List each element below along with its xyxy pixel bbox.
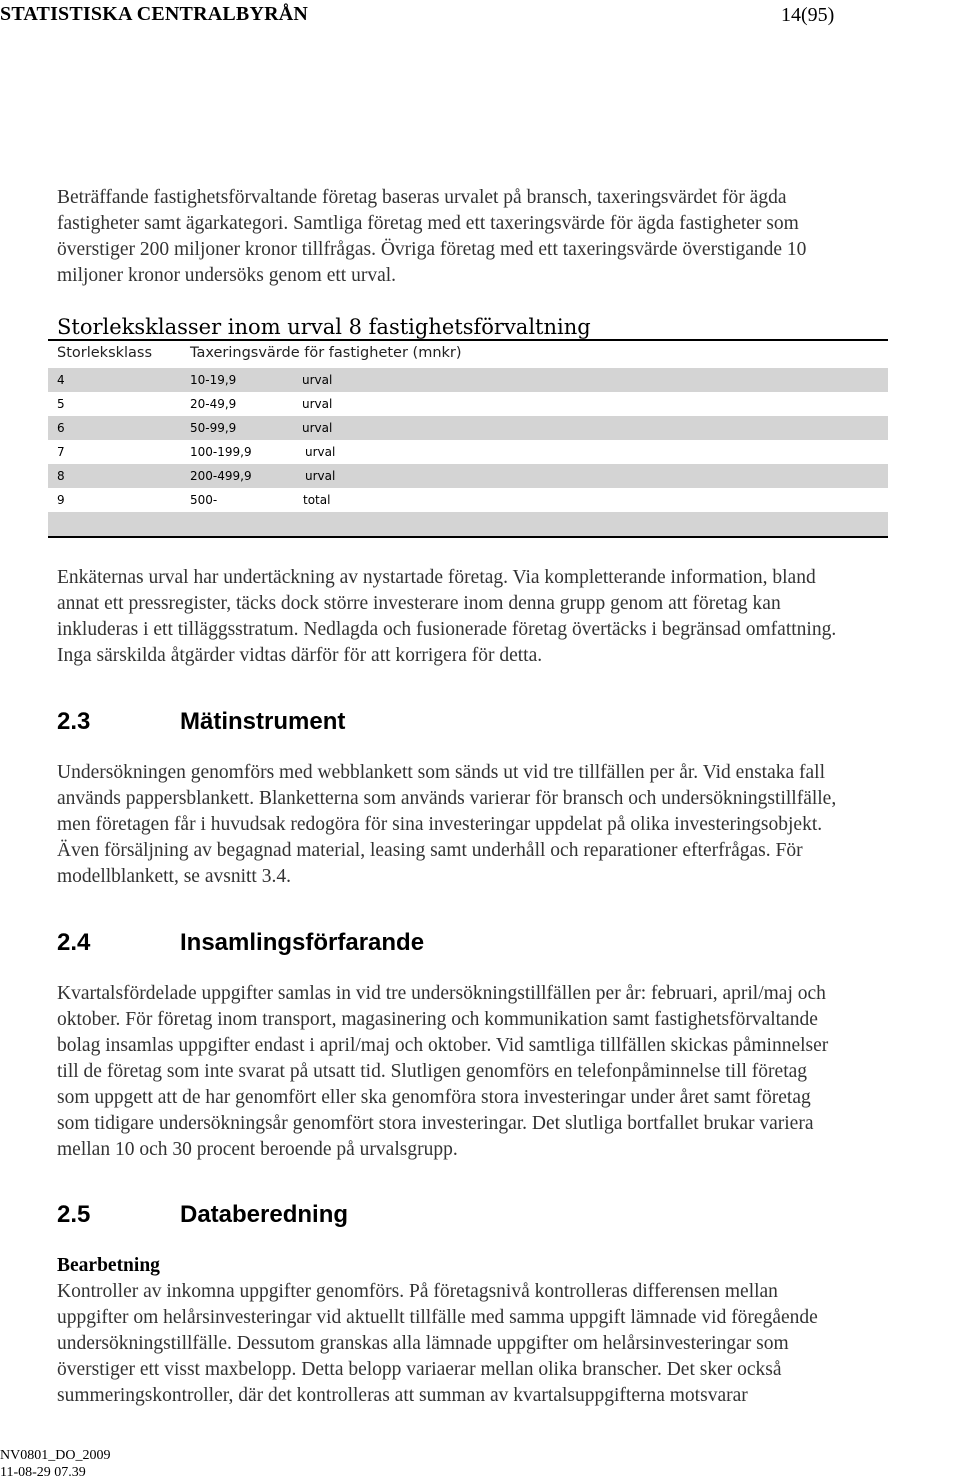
cell-type: total: [303, 493, 331, 507]
paragraph-line: Undersökningen genomförs med webblankett som sänds ut vid tre tillfällen per år. Vid enstaka fall: [57, 762, 825, 783]
cell-range: 10-19,9: [190, 373, 237, 387]
section-title: Databeredning: [180, 1201, 349, 1228]
paragraph-line: men företagen får i huvudsak redogöra för sina investeringar uppdelat på olika investeringsobjekt.: [57, 814, 823, 835]
cell-class: 8: [57, 469, 65, 483]
paragraph-line: överstiger 200 miljoner kronor tillfrågas. Övriga företag med ett taxeringsvärde överstigande 10: [57, 239, 807, 260]
paragraph-line: till de företag som inte svarat på utsatt tid. Slutligen genomförs en telefonpåminnelse till företag: [57, 1061, 808, 1082]
cell-class: 6: [57, 421, 65, 435]
paragraph-line: som tidigare undersökningsår genomfört stora investeringar. Det slutliga bortfallet brukar variera: [57, 1113, 814, 1134]
cell-class: 5: [57, 397, 65, 411]
table-row-empty: [48, 512, 888, 536]
table-bottom-rule: [48, 536, 888, 538]
cell-type: urval: [302, 373, 333, 387]
table-row: [48, 368, 888, 392]
paragraph-line: annat ett pressregister, täcks dock större investerare inom denna grupp genom att företag kan: [57, 593, 781, 614]
cell-range: 500-: [190, 493, 218, 507]
paragraph-line: används pappersblankett. Blanketterna som används varierar för bransch och undersökningstillfälle,: [57, 788, 837, 809]
paragraph-line: uppgifter om helårsinvesteringar vid aktuellt tillfälle med samma uppgift lämnade vid föregående: [57, 1307, 818, 1328]
section-number: 2.3: [57, 708, 91, 735]
table-title: Storleksklasser inom urval 8 fastighetsförvaltning: [57, 315, 591, 339]
paragraph-line: Inga särskilda åtgärder vidtas därför för att korrigera för detta.: [57, 645, 543, 666]
paragraph-line: Kontroller av inkomna uppgifter genomförs. På företagsnivå kontrolleras differensen mellan: [57, 1281, 778, 1302]
cell-range: 200-499,9: [190, 469, 252, 483]
table-row: [48, 392, 888, 416]
paragraph-line: Beträffande fastighetsförvaltande företag baseras urvalet på bransch, taxeringsvärdet för ägda: [57, 187, 787, 208]
paragraph-line: undersökningstillfälle. Dessutom granskas alla lämnade uppgifter om helårsinvesteringar som: [57, 1333, 789, 1354]
section-number: 2.4: [57, 929, 91, 956]
paragraph-line: som uppgett att de har genomfört eller ska genomföra stora investeringar under året samt företag: [57, 1087, 811, 1108]
paragraph-line: bolag insamlas uppgifter endast i april/maj och oktober. Vid samtliga tillfällen skickas påminnelser: [57, 1035, 829, 1056]
page-number: 14(95): [781, 4, 835, 26]
paragraph-line: mellan 10 och 30 procent beroende på urvalsgrupp.: [57, 1139, 458, 1160]
organization-name: STATISTISKA CENTRALBYRÅN: [0, 3, 309, 25]
coverage-paragraph: [57, 565, 957, 669]
table-row: [48, 416, 888, 440]
cell-class: 7: [57, 445, 65, 459]
cell-type: urval: [302, 421, 333, 435]
cell-class: 9: [57, 493, 65, 507]
section-2-3-body: [57, 760, 957, 890]
table-top-rule: [48, 339, 888, 341]
paragraph-line: miljoner kronor undersöks genom ett urval.: [57, 265, 397, 286]
paragraph-line: inkluderas i ett tilläggsstratum. Nedlagda och fusionerade företag övertäcks i begränsad omfattning.: [57, 619, 837, 640]
paragraph-line: fastigheter samt ägarkategori. Samtliga företag med ett taxeringsvärde för ägda fastigheter som: [57, 213, 799, 234]
paragraph-line: summeringskontroller, där det kontrolleras att summan av kvartalsuppgifterna motsvarar: [57, 1385, 748, 1406]
table-row: [48, 440, 888, 464]
footer-doc-id: NV0801_DO_2009: [0, 1448, 111, 1463]
subheading-bearbetning: Bearbetning: [57, 1255, 160, 1276]
section-number: 2.5: [57, 1201, 91, 1228]
section-title: Mätinstrument: [180, 708, 346, 735]
cell-range: 100-199,9: [190, 445, 252, 459]
paragraph-line: oktober. För företag inom transport, magasinering och kommunikation samt fastighetsförvaltande: [57, 1009, 818, 1030]
column-header-value: Taxeringsvärde för fastigheter (mnkr): [190, 345, 462, 361]
column-header-class: Storleksklass: [57, 345, 153, 361]
paragraph-line: Även försäljning av begagnad material, leasing samt underhåll och reparationer efterfrågas. För: [57, 840, 803, 861]
section-2-5-body: [57, 1279, 957, 1409]
cell-range: 50-99,9: [190, 421, 237, 435]
section-title: Insamlingsförfarande: [180, 929, 425, 956]
table-row: [48, 464, 888, 488]
cell-class: 4: [57, 373, 65, 387]
cell-type: urval: [302, 397, 333, 411]
paragraph-line: Enkäternas urval har undertäckning av nystartade företag. Via kompletterande information, bland: [57, 567, 816, 588]
cell-range: 20-49,9: [190, 397, 237, 411]
table-row: [48, 488, 888, 512]
intro-paragraph: [57, 185, 957, 289]
paragraph-line: Kvartalsfördelade uppgifter samlas in vid tre undersökningstillfällen per år: februari, april/maj och: [57, 983, 826, 1004]
paragraph-line: överstiger ett visst maxbelopp. Detta belopp variaerar mellan olika branscher. Det sker också: [57, 1359, 782, 1380]
cell-type: urval: [305, 445, 336, 459]
paragraph-line: modellblankett, se avsnitt 3.4.: [57, 866, 291, 887]
cell-type: urval: [305, 469, 336, 483]
footer-date: 11-08-29 07.39: [0, 1465, 86, 1480]
section-2-4-body: [57, 981, 957, 1163]
